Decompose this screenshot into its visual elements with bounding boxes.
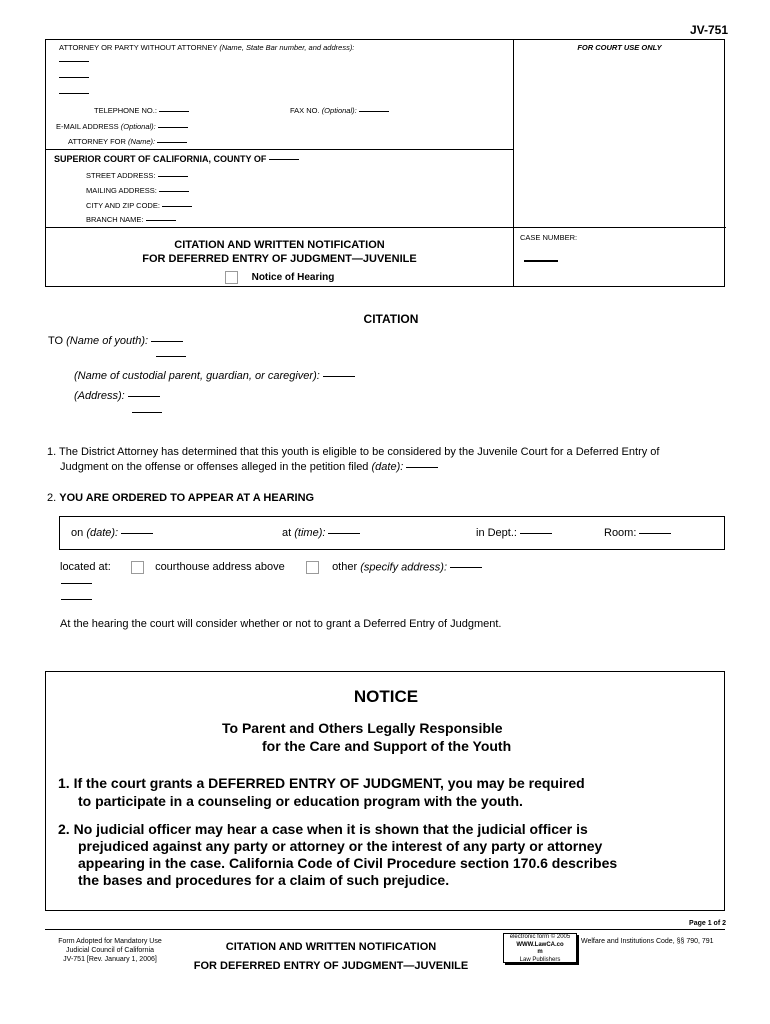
city-label: CITY AND ZIP CODE: <box>86 201 160 210</box>
other-address-line3[interactable] <box>61 599 92 600</box>
stamp-line2: WWW.LawCA.co <box>516 941 564 948</box>
branch-field[interactable] <box>146 220 176 221</box>
telephone-label: TELEPHONE NO.: <box>94 106 157 115</box>
other-address-hint: (specify address): <box>360 561 448 574</box>
other-address-line2[interactable] <box>61 583 92 584</box>
hearing-date-hint: (date): <box>86 527 119 539</box>
form-title-line2: FOR DEFERRED ENTRY OF JUDGMENT—JUVENILE <box>142 253 417 265</box>
courthouse-option-label: courthouse address above <box>155 561 285 574</box>
notice-item-1-number: 1. <box>58 775 70 791</box>
item1-number: 1. <box>47 446 57 458</box>
mailing-label: MAILING ADDRESS: <box>86 186 157 195</box>
notice-of-hearing-checkbox[interactable] <box>225 271 238 284</box>
attorney-label: ATTORNEY OR PARTY WITHOUT ATTORNEY <box>59 43 218 52</box>
room-label: Room: <box>604 527 637 539</box>
notice-sub-line2: for the Care and Support of the Youth <box>262 738 512 754</box>
caption-hr-court <box>46 149 513 150</box>
dept-label: in Dept.: <box>476 527 517 539</box>
lawca-stamp[interactable] <box>503 933 577 963</box>
item2-heading: YOU ARE ORDERED TO APPEAR AT A HEARING <box>59 492 315 504</box>
on-label: on <box>71 527 84 539</box>
notice-heading: NOTICE <box>353 687 419 706</box>
address-line2[interactable] <box>132 412 162 413</box>
form-number: JV-751 <box>689 23 728 37</box>
other-address-checkbox[interactable] <box>306 561 319 574</box>
other-address-field[interactable] <box>450 567 482 568</box>
hearing-date-field[interactable] <box>121 533 153 534</box>
page-label: Page 1 of 2 <box>689 920 726 927</box>
youth-hint: (Name of youth): <box>66 335 149 347</box>
notice-item-2 <box>58 821 617 889</box>
caption-hr-title <box>46 227 726 228</box>
notice-item-2-line3: appearing in the case. California Code of Civil Procedure section 170.6 describes <box>78 855 618 871</box>
form-title-line1: CITATION AND WRITTEN NOTIFICATION <box>174 239 385 251</box>
dept-field[interactable] <box>520 533 552 534</box>
stamp-line1: electronic form © 2005 <box>509 934 571 940</box>
street-field[interactable] <box>158 176 188 177</box>
case-number-label: CASE NUMBER: <box>520 233 578 242</box>
at-label: at <box>282 527 292 539</box>
notice-item-2-line4: the bases and procedures for a claim of such prejudice. <box>78 872 450 888</box>
attorney-for-field[interactable] <box>157 142 187 143</box>
city-field[interactable] <box>162 206 192 207</box>
notice-box <box>45 671 725 911</box>
custodial-hint: (Name of custodial parent, guardian, or caregiver): <box>74 370 320 382</box>
court-label: SUPERIOR COURT OF CALIFORNIA, COUNTY OF <box>54 154 267 164</box>
email-field[interactable] <box>158 127 188 128</box>
mailing-field[interactable] <box>159 191 189 192</box>
courthouse-checkbox[interactable] <box>131 561 144 574</box>
caption-divider <box>513 40 514 287</box>
citation-heading: CITATION <box>363 312 419 326</box>
hearing-box <box>59 516 725 550</box>
telephone-field[interactable] <box>159 111 189 112</box>
court-use-label: FOR COURT USE ONLY <box>577 43 662 52</box>
hearing-time-hint: (time): <box>294 527 326 539</box>
stamp-line4: Law Publishers <box>519 956 561 963</box>
attorney-name-line[interactable] <box>59 61 89 62</box>
notice-item-1 <box>58 774 585 810</box>
attorney-for-hint: (Name): <box>128 137 156 146</box>
item1-text-line1: The District Attorney has determined that this youth is eligible to be considered by the Juvenile Court for a Deferred Entry of <box>59 446 660 458</box>
county-field[interactable] <box>269 159 299 160</box>
attorney-bar-line[interactable] <box>59 77 89 78</box>
fax-label: FAX NO. <box>290 106 320 115</box>
adopted-line3: JV-751 [Rev. January 1, 2006] <box>63 956 157 963</box>
item1-text-line2: Judgment on the offense or offenses alleged in the petition filed <box>60 461 369 473</box>
notice-of-hearing-label: Notice of Hearing <box>251 272 335 284</box>
adopted-block <box>45 937 175 964</box>
to-label: TO <box>48 335 64 347</box>
custodial-field[interactable] <box>323 376 355 377</box>
adopted-line2: Judicial Council of California <box>66 947 154 954</box>
room-field[interactable] <box>639 533 671 534</box>
adopted-line1: Form Adopted for Mandatory Use <box>58 938 162 945</box>
fax-field[interactable] <box>359 111 389 112</box>
code-reference: Welfare and Institutions Code, §§ 790, 791 <box>581 938 714 945</box>
attorney-address-line[interactable] <box>59 93 89 94</box>
other-option-label: other <box>332 561 358 574</box>
notice-item-1-line1: If the court grants a DEFERRED ENTRY OF JUDGMENT, you may be required <box>73 775 585 791</box>
notice-sub-line1: To Parent and Others Legally Responsible <box>222 720 503 736</box>
youth-name-field[interactable] <box>151 341 183 342</box>
notice-item-2-line1: No judicial officer may hear a case when it is shown that the judicial officer is <box>73 821 588 837</box>
branch-label: BRANCH NAME: <box>86 215 144 224</box>
youth-name-line2[interactable] <box>156 356 186 357</box>
attorney-for-label: ATTORNEY FOR <box>68 137 126 146</box>
attorney-hint: (Name, State Bar number, and address): <box>219 43 355 52</box>
fax-hint: (Optional): <box>321 106 357 115</box>
notice-item-1-line2: to participate in a counseling or education program with the youth. <box>78 793 523 809</box>
case-number-field[interactable] <box>524 260 558 262</box>
footer-title-line2: FOR DEFERRED ENTRY OF JUDGMENT—JUVENILE <box>193 960 469 972</box>
located-label: located at: <box>60 561 111 573</box>
email-label: E-MAIL ADDRESS <box>56 122 119 131</box>
address-hint: (Address): <box>74 390 125 402</box>
notice-item-2-line2: prejudiced against any party or attorney or the interest of any party or attorney <box>78 838 603 854</box>
item2-number: 2. <box>47 492 57 504</box>
street-label: STREET ADDRESS: <box>86 171 156 180</box>
caption-box <box>45 39 725 287</box>
hearing-time-field[interactable] <box>328 533 360 534</box>
item1-date-hint: (date): <box>371 461 404 473</box>
stamp-line3: m <box>537 949 543 955</box>
footer-title-line1: CITATION AND WRITTEN NOTIFICATION <box>225 941 437 953</box>
email-hint: (Optional): <box>120 122 156 131</box>
petition-date-field[interactable] <box>406 467 438 468</box>
hearing-text: At the hearing the court will consider whether or not to grant a Deferred Entry of Judgment. <box>60 618 502 630</box>
footer-rule <box>45 929 725 930</box>
notice-item-2-number: 2. <box>58 821 70 837</box>
address-field[interactable] <box>128 396 160 397</box>
